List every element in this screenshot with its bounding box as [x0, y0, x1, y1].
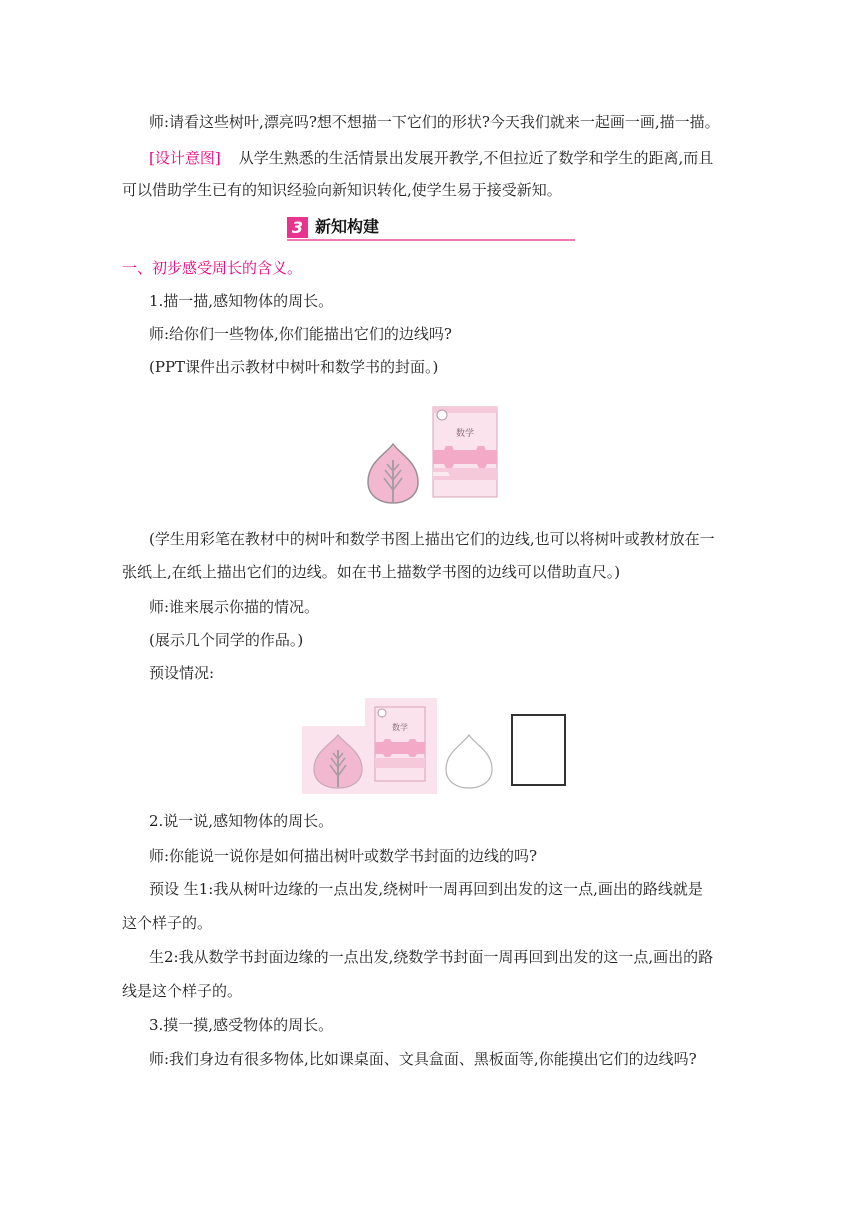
item-1-heading: 1.描一描,感知物体的周长。	[149, 292, 334, 310]
design-intent-line-1	[149, 148, 713, 168]
book-cover-small-title: 数学	[392, 723, 408, 732]
paragraph-ppt-note: (PPT课件出示教材中树叶和数学书的封面。)	[149, 358, 439, 376]
leaf-illustration	[364, 440, 422, 506]
section-title: 新知构建	[315, 217, 380, 236]
paragraph-student-2-a: 生2:我从数学书封面边缘的一点出发,绕数学书封面一周再回到出发的这一点,画出的路	[149, 948, 714, 966]
section-heading-perimeter: 一、初步感受周长的含义。	[122, 259, 303, 277]
item-3-heading: 3.摸一摸,感受物体的周长。	[149, 1016, 334, 1034]
book-outline-drawing	[511, 714, 566, 786]
design-intent-line-2: 可以借助学生已有的知识经验向新知识转化,使学生易于接受新知。	[122, 181, 562, 199]
book-cover-svg	[432, 406, 498, 498]
leaf-illustration-small	[310, 732, 366, 790]
paragraph-preset: 预设情况:	[149, 664, 215, 682]
book-cover-illustration-small	[374, 706, 426, 782]
section-number-badge: 3	[287, 217, 308, 238]
paragraph-show-works: (展示几个同学的作品。)	[149, 631, 304, 649]
paragraph-teacher-question: 师:给你们一些物体,你们能描出它们的边线吗?	[149, 325, 452, 343]
paragraph-student-tracing-2: 张纸上,在纸上描出它们的边线。如在书上描数学书图的边线可以借助直尺。)	[122, 563, 621, 581]
paragraph-teacher-intro: 师:请看这些树叶,漂亮吗?想不想描一下它们的形状?今天我们就来一起画一画,描一描。	[149, 113, 720, 131]
book-cover-title: 数学	[455, 429, 474, 439]
design-intent-tag: [设计意图]	[149, 149, 221, 167]
leaf-outline-drawing	[443, 732, 495, 790]
item-2-heading: 2.说一说,感知物体的周长。	[149, 812, 334, 830]
paragraph-teacher-touch: 师:我们身边有很多物体,比如课桌面、文具盒面、黑板面等,你能摸出它们的边线吗?	[149, 1050, 697, 1068]
book-cover-illustration	[432, 406, 498, 498]
paragraph-student-1-b: 这个样子的。	[122, 914, 213, 932]
paragraph-student-2-b: 线是这个样子的。	[122, 982, 243, 1000]
paragraph-teacher-explain: 师:你能说一说你是如何描出树叶或数学书封面的边线的吗?	[149, 847, 538, 865]
paragraph-teacher-show: 师:谁来展示你描的情况。	[149, 598, 320, 616]
book-cover-small-svg	[374, 706, 426, 782]
section-rule	[287, 239, 575, 241]
design-intent-text: 从学生熟悉的生活情景出发展开教学,不但拉近了数学和学生的距离,而且	[238, 149, 714, 167]
paragraph-student-1-a: 预设 生1:我从树叶边缘的一点出发,绕树叶一周再回到出发的这一点,画出的路线就是	[149, 880, 703, 898]
section-banner	[287, 216, 575, 242]
paragraph-student-tracing-1: (学生用彩笔在教材中的树叶和数学书图上描出它们的边线,也可以将树叶或教材放在一	[149, 530, 715, 548]
